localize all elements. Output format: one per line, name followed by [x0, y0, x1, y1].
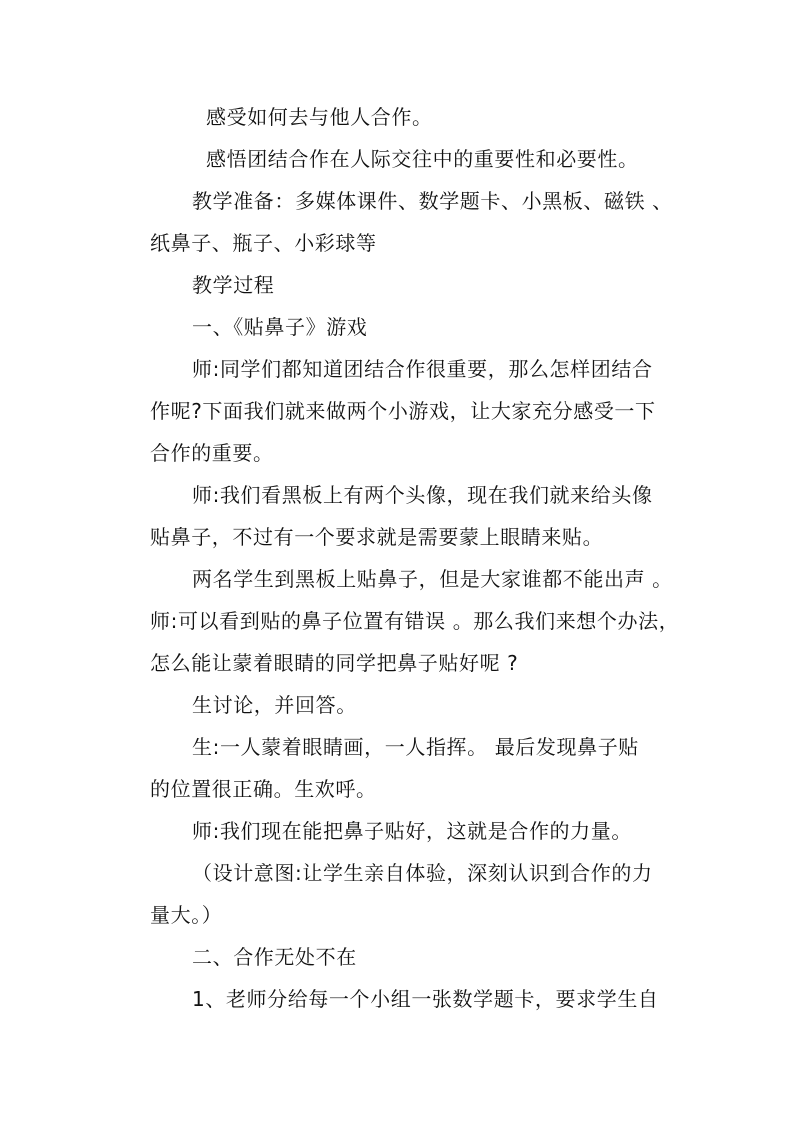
- section-heading: 二、合作无处不在: [192, 945, 357, 969]
- text-line: 教学准备：多媒体课件、数学题卡、小黑板、磁铁 、: [192, 189, 673, 213]
- text-line: （设计意图:让学生亲自体验，深刻认识到合作的力: [192, 861, 653, 885]
- text-line: 师:同学们都知道团结合作很重要，那么怎样团结合: [192, 357, 653, 381]
- text-line: 师:可以看到贴的鼻子位置有错误 。那么我们来想个办法，: [150, 609, 680, 633]
- text-line: 合作的重要。: [150, 441, 274, 465]
- text-line: 感受如何去与他人合作。: [206, 105, 433, 129]
- text-line: 1、老师分给每一个小组一张数学题卡，要求学生自: [192, 987, 659, 1011]
- text-line: 两名学生到黑板上贴鼻子，但是大家谁都不能出声 。: [192, 567, 673, 591]
- text-line: 的位置很正确。生欢呼。: [150, 777, 377, 801]
- text-line: 师:我们看黑板上有两个头像，现在我们就来给头像: [192, 483, 653, 507]
- text-line: 量大。）: [150, 903, 223, 927]
- text-line: 感悟团结合作在人际交往中的重要性和必要性。: [206, 147, 639, 171]
- text-line: 作呢?下面我们就来做两个小游戏，让大家充分感受一下: [150, 399, 656, 423]
- section-heading: 一、《贴鼻子》游戏: [192, 315, 368, 339]
- text-line: 生:一人蒙着眼睛画，一人指挥。 最后发现鼻子贴: [192, 735, 639, 759]
- section-heading: 教学过程: [192, 273, 275, 297]
- text-line: 贴鼻子，不过有一个要求就是需要蒙上眼睛来贴。: [150, 525, 604, 549]
- text-line: 怎么能让蒙着眼睛的同学把鼻子贴好呢 ?: [150, 651, 519, 675]
- text-line: 师:我们现在能把鼻子贴好，这就是合作的力量。: [192, 819, 632, 843]
- text-line: 纸鼻子、瓶子、小彩球等: [150, 231, 377, 255]
- text-line: 生讨论，并回答。: [192, 693, 357, 717]
